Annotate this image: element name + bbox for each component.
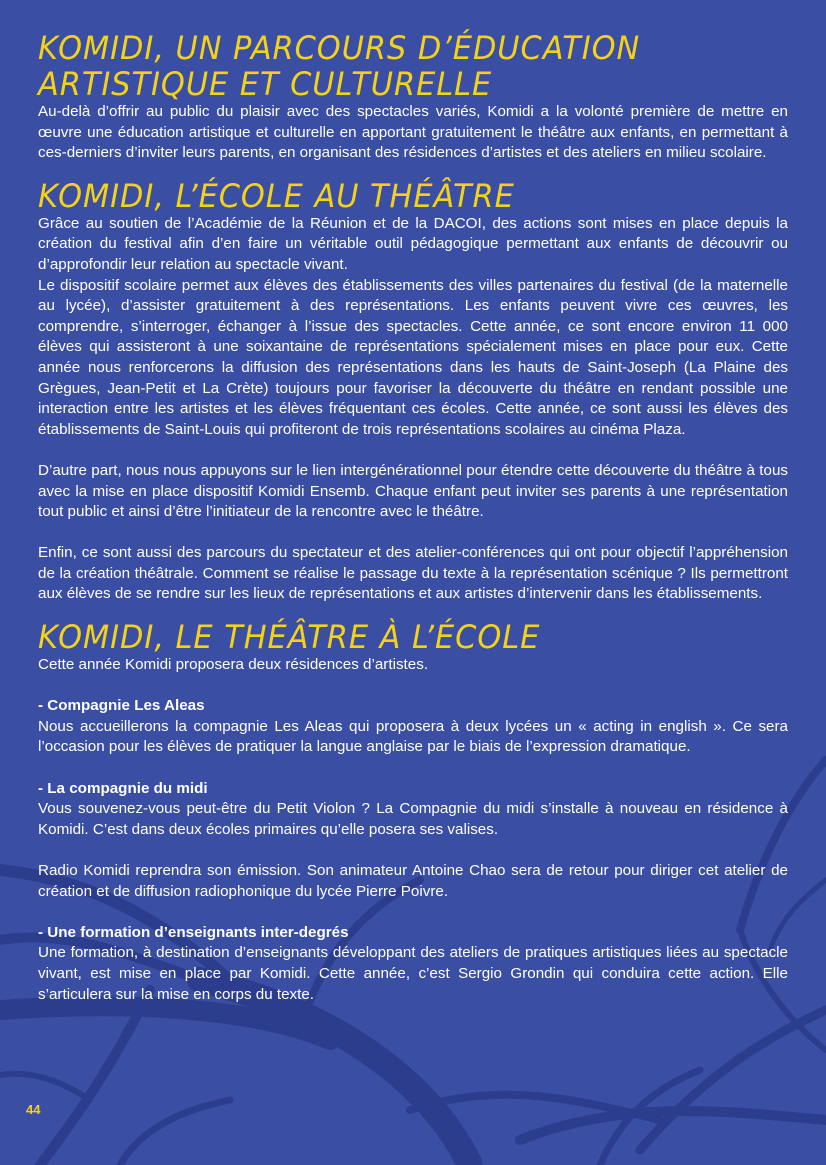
paragraph: Une formation, à destination d’enseignants développant des ateliers de pratiques artistiques liées au spectacle vivant, est mise en place par Komidi. Cette année, c’est Sergio Grondin qui conduira cette action. Elle s’articulera sur la mise en corps du texte. (38, 944, 788, 1003)
page-content (38, 30, 788, 1005)
subsection-title: - Une formation d’enseignants inter-degrés (38, 923, 349, 941)
paragraph: Le dispositif scolaire permet aux élèves des établissements des villes partenaires du festival (de la maternelle au lycée), d’assister gratuitement à des représentations. Les enfants peuvent vivre ces œuvres, les comprendre, s’interroger, échanger à l’issue des spectacles. Cette année, ce sont encore environ 11 000 élèves qui assisteront à une soixantaine de représentations spécialement mises en place pour eux. Cette année nous renforcerons la diffusion des représentations dans les hauts de Saint-Joseph (La Plaine des Grègues, Jean-Petit et La Crète) toujours pour favoriser la découverte du théâtre en rendant possible une interaction entre les artistes et les élèves fréquentant ces écoles. Cette année, ce sont aussi les élèves des établissements de Saint-Louis qui profiteront de trois représentations scolaires au cinéma Plaza. (38, 276, 788, 438)
subsection-title: - La compagnie du midi (38, 779, 208, 797)
subsection-title: - Compagnie Les Aleas (38, 697, 205, 715)
section-title: KOMIDI, L’ÉCOLE AU THÉÂTRE (38, 176, 515, 215)
paragraph: Radio Komidi reprendra son émission. Son animateur Antoine Chao sera de retour pour diriger cet atelier de création et de diffusion radiophonique du lycée Pierre Poivre. (38, 862, 788, 900)
paragraph: Vous souvenez-vous peut-être du Petit Violon ? La Compagnie du midi s’installe à nouveau en résidence à Komidi. C’est dans deux écoles primaires qu’elle posera ses valises. (38, 800, 788, 838)
page-number: 44 (26, 1102, 41, 1117)
paragraph: D’autre part, nous nous appuyons sur le lien intergénérationnel pour étendre cette découverte du théâtre à tous avec la mise en place dispositif Komidi Ensemb. Chaque enfant peut inviter ses parents à une représentation tout public et ainsi d’être l’initiateur de la rencontre avec le théâtre. (38, 461, 788, 521)
paragraph: Cette année Komidi proposera deux résidences d’artistes. (38, 656, 429, 674)
section-theatre-a-l-ecole (38, 619, 788, 1005)
section-title: KOMIDI, UN PARCOURS D’ÉDUCATION ARTISTIQUE ET CULTURELLE (38, 29, 641, 103)
paragraph: Nous accueillerons la compagnie Les Aleas qui proposera à deux lycées un « acting in english ». Ce sera l’occasion pour les élèves de pratiquer la langue anglaise par le biais de l’expression dramatique. (38, 717, 788, 756)
paragraph: Enfin, ce sont aussi des parcours du spectateur et des atelier-conférences qui ont pour objectif l’appréhension de la création théâtrale. Comment se réalise le passage du texte à la représentation scénique ? Ils permettront aux élèves de se rendre sur les lieux de représentations et aux artistes d’intervenir dans les établissements. (38, 544, 788, 603)
section-title: KOMIDI, LE THÉÂTRE À L’ÉCOLE (38, 618, 541, 657)
paragraph: Au-delà d’offrir au public du plaisir avec des spectacles variés, Komidi a la volonté première de mettre en œuvre une éducation artistique et culturelle en apportant gratuitement le théâtre aux enfants, en permettant à ces-derniers d’inviter leurs parents, en organisant des résidences d’artistes et des ateliers en milieu scolaire. (38, 103, 788, 162)
section-education (38, 30, 788, 164)
paragraph: Grâce au soutien de l’Académie de la Réunion et de la DACOI, des actions sont mises en place depuis la création du festival afin d’en faire un véritable outil pédagogique permettant aux enfants de découvrir ou d’approfondir leur relation au spectacle vivant. (38, 214, 788, 273)
section-ecole-au-theatre (38, 178, 788, 605)
